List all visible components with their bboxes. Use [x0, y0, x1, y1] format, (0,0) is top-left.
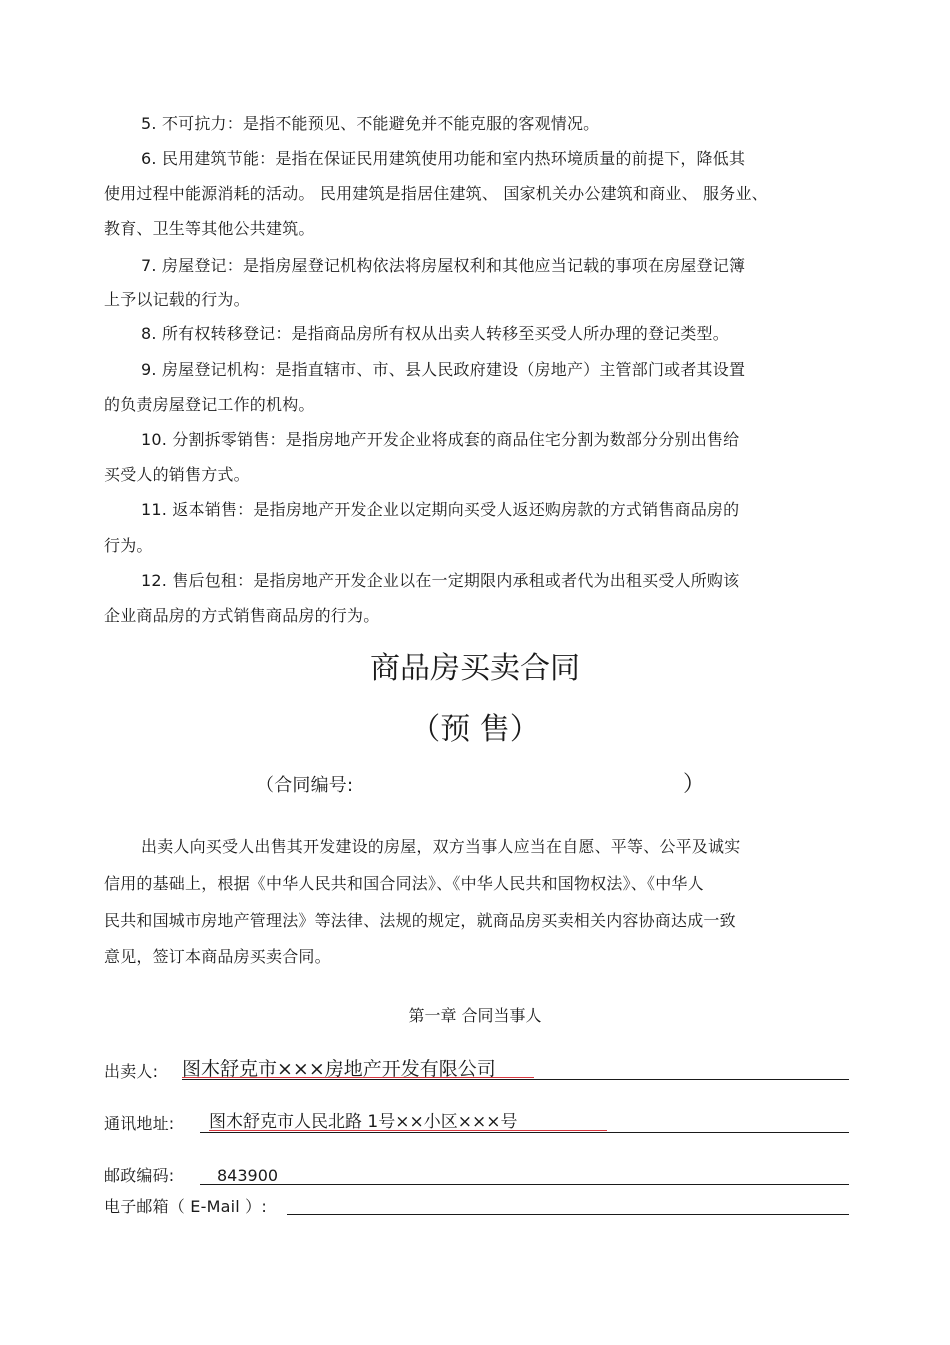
definition-8: 8. 所有权转移登记：是指商品房所有权从出卖人转移至买受人所办理的登记类型。	[141, 324, 729, 343]
definition-12-line-1: 12. 售后包租：是指房地产开发企业以在一定期限内承租或者代为出租买受人所购该	[141, 571, 740, 590]
seller-address-label: 通讯地址:	[104, 1114, 175, 1133]
intro-line-3: 民共和国城市房地产管理法》等法律、法规的规定，就商品房买卖相关内容协商达成一致	[104, 911, 736, 930]
seller-address-value[interactable]: 图木舒克市人民北路 1号××小区×××号	[209, 1112, 518, 1132]
seller-name-underline	[182, 1079, 849, 1080]
definition-6-line-1: 6. 民用建筑节能：是指在保证民用建筑使用功能和室内热环境质量的前提下，降低其	[141, 149, 746, 168]
seller-postcode-underline	[200, 1184, 849, 1185]
seller-email-underline	[287, 1214, 849, 1215]
definition-11-line-1: 11. 返本销售：是指房地产开发企业以定期向买受人返还购房款的方式销售商品房的	[141, 500, 740, 519]
definition-9-line-1: 9. 房屋登记机构：是指直辖市、市、县人民政府建设（房地产）主管部门或者其设置	[141, 360, 746, 379]
contract-title: 商品房买卖合同	[370, 651, 580, 686]
definition-7-line-1: 7. 房屋登记：是指房屋登记机构依法将房屋权利和其他应当记载的事项在房屋登记簿	[141, 256, 746, 275]
seller-postcode-label: 邮政编码:	[104, 1166, 175, 1185]
definition-12-line-2: 企业商品房的方式销售商品房的行为。	[104, 606, 380, 625]
definition-7-line-2: 上予以记载的行为。	[104, 290, 250, 309]
contract-number-close: ）	[683, 772, 706, 797]
intro-line-1: 出卖人向买受人出售其开发建设的房屋，双方当事人应当在自愿、平等、公平及诚实	[141, 837, 741, 856]
definition-5: 5. 不可抗力：是指不能预见、不能避免并不能克服的客观情况。	[141, 114, 600, 133]
seller-name-redline	[182, 1077, 534, 1078]
definition-6-line-2: 使用过程中能源消耗的活动。 民用建筑是指居住建筑、 国家机关办公建筑和商业、 服务业、	[104, 184, 768, 203]
seller-address-underline	[200, 1132, 849, 1133]
seller-address-redline	[209, 1130, 607, 1131]
intro-line-2: 信用的基础上，根据《中华人民共和国合同法》、《中华人民共和国物权法》、《中华人	[104, 874, 704, 893]
definition-11-line-2: 行为。	[104, 536, 153, 555]
contract-subtitle: （预 售）	[410, 712, 540, 747]
seller-name-label: 出卖人:	[104, 1062, 159, 1081]
contract-number-label: （合同编号:	[256, 775, 354, 796]
seller-name-value[interactable]: 图木舒克市×××房地产开发有限公司	[182, 1058, 496, 1080]
definition-10-line-1: 10. 分割拆零销售：是指房地产开发企业将成套的商品住宅分割为数部分分别出售给	[141, 430, 740, 449]
intro-line-4: 意见，签订本商品房买卖合同。	[104, 947, 331, 966]
definition-9-line-2: 的负责房屋登记工作的机构。	[104, 395, 315, 414]
definition-10-line-2: 买受人的销售方式。	[104, 465, 250, 484]
seller-email-label: 电子邮箱（ E-Mail ）:	[104, 1197, 267, 1216]
chapter-heading: 第一章 合同当事人	[408, 1006, 542, 1025]
definition-6-line-3: 教育、卫生等其他公共建筑。	[104, 219, 315, 238]
seller-postcode-value[interactable]: 843900	[217, 1166, 279, 1185]
